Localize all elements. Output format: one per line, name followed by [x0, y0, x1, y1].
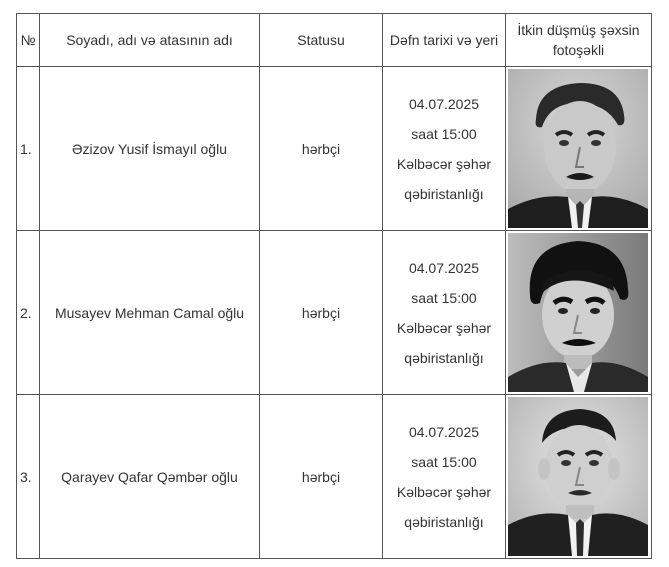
burial-date: 04.07.2025: [408, 259, 480, 276]
row-number: 1.: [17, 67, 40, 231]
table-row: [17, 67, 652, 231]
burial-time: saat 15:00: [411, 125, 477, 142]
burial-place-line2: qəbiristanlığı: [404, 513, 484, 530]
burial-info: [383, 395, 506, 559]
header-burial: Dəfn tarixi və yeri: [383, 14, 506, 67]
portrait-photo-icon: [508, 69, 648, 228]
photo-cell: [506, 395, 652, 559]
person-status: hərbçi: [260, 395, 383, 559]
table-row: [17, 395, 652, 559]
person-status: hərbçi: [260, 67, 383, 231]
photo-cell: [506, 67, 652, 231]
table-header-row: [17, 14, 652, 67]
burial-place-line1: Kəlbəcər şəhər: [396, 319, 492, 336]
burial-time: saat 15:00: [411, 289, 477, 306]
person-photo: [508, 397, 648, 556]
row-number: 2.: [17, 231, 40, 395]
burial-date: 04.07.2025: [408, 423, 480, 440]
portrait-photo-icon: [508, 233, 648, 392]
header-name: Soyadı, adı və atasının adı: [40, 14, 260, 67]
burial-place-line2: qəbiristanlığı: [404, 185, 484, 202]
header-no: №: [17, 14, 40, 67]
burial-place-line1: Kəlbəcər şəhər: [396, 483, 492, 500]
header-status: Statusu: [260, 14, 383, 67]
burial-info: [383, 67, 506, 231]
row-number: 3.: [17, 395, 40, 559]
person-status: hərbçi: [260, 231, 383, 395]
photo-cell: [506, 231, 652, 395]
portrait-photo-icon: [508, 397, 648, 556]
burial-place-line1: Kəlbəcər şəhər: [396, 155, 492, 172]
person-name: Əzizov Yusif İsmayıl oğlu: [40, 67, 260, 231]
burial-place-line2: qəbiristanlığı: [404, 349, 484, 366]
burial-time: saat 15:00: [411, 453, 477, 470]
burial-info: [383, 231, 506, 395]
person-name: Qarayev Qafar Qəmbər oğlu: [40, 395, 260, 559]
person-name: Musayev Mehman Camal oğlu: [40, 231, 260, 395]
person-photo: [508, 69, 648, 228]
burial-date: 04.07.2025: [408, 95, 480, 112]
memorial-table: [16, 13, 652, 559]
table-row: [17, 231, 652, 395]
person-photo: [508, 233, 648, 392]
header-photo: İtkin düşmüş şəxsin fotoşəkli: [506, 14, 652, 67]
